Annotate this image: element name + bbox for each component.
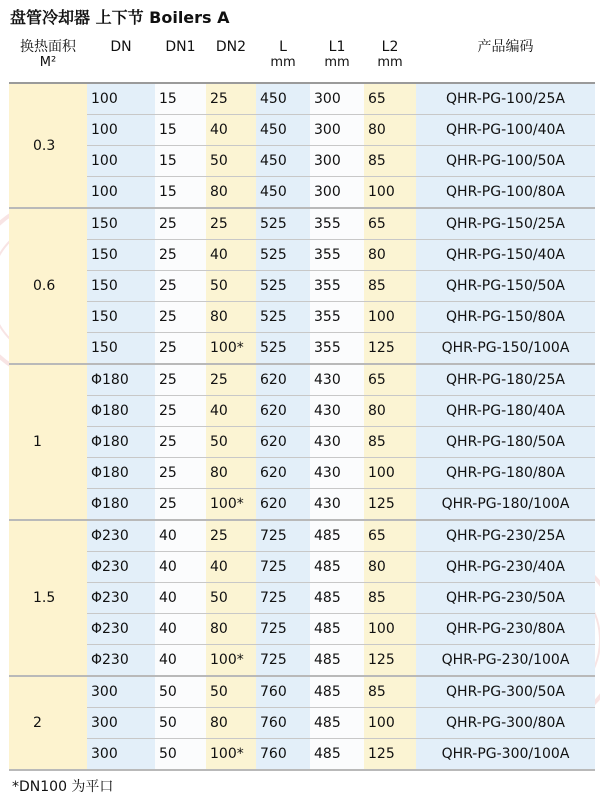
table-row: [9, 333, 595, 365]
cell-l1: 300: [310, 83, 364, 115]
cell-l: 725: [256, 520, 310, 552]
cell-l: 450: [256, 146, 310, 177]
cell-l: 725: [256, 583, 310, 614]
cell-l2: 100: [364, 614, 416, 645]
cell-l: 760: [256, 739, 310, 770]
header-row: [9, 34, 595, 83]
cell-product-code: QHR-PG-230/50A: [416, 583, 595, 614]
cell-dn2: 80: [206, 302, 256, 333]
cell-product-code: QHR-PG-180/50A: [416, 427, 595, 458]
cell-dn: Φ180: [87, 396, 155, 427]
cell-l: 450: [256, 115, 310, 146]
cell-dn1: 15: [155, 83, 206, 115]
cell-l: 760: [256, 676, 310, 708]
cell-dn2: 80: [206, 708, 256, 739]
cell-dn1: 25: [155, 302, 206, 333]
cell-dn: Φ230: [87, 520, 155, 552]
area-cell: 1.5: [9, 520, 87, 676]
cell-l: 620: [256, 489, 310, 521]
cell-dn2: 80: [206, 614, 256, 645]
cell-dn: 150: [87, 302, 155, 333]
cell-l1: 485: [310, 614, 364, 645]
cell-l2: 85: [364, 583, 416, 614]
table-row: [9, 146, 595, 177]
cell-l2: 80: [364, 115, 416, 146]
table-row: [9, 645, 595, 677]
area-cell: 0.6: [9, 208, 87, 364]
cell-dn1: 25: [155, 364, 206, 396]
cell-l2: 65: [364, 83, 416, 115]
cell-dn1: 50: [155, 708, 206, 739]
cell-l: 525: [256, 302, 310, 333]
header-l2: L2 mm: [364, 34, 416, 83]
cell-l: 620: [256, 396, 310, 427]
area-cell: 0.3: [9, 83, 87, 208]
cell-dn: 300: [87, 676, 155, 708]
cell-dn: 300: [87, 708, 155, 739]
cell-dn1: 25: [155, 489, 206, 521]
cell-dn1: 40: [155, 583, 206, 614]
cell-l: 525: [256, 333, 310, 365]
table-row: [9, 458, 595, 489]
cell-l1: 485: [310, 676, 364, 708]
cell-l2: 125: [364, 333, 416, 365]
cell-dn: Φ180: [87, 427, 155, 458]
cell-dn: 100: [87, 115, 155, 146]
cell-l: 450: [256, 83, 310, 115]
cell-product-code: QHR-PG-100/50A: [416, 146, 595, 177]
cell-l2: 65: [364, 520, 416, 552]
cell-product-code: QHR-PG-230/80A: [416, 614, 595, 645]
cell-l1: 300: [310, 177, 364, 209]
cell-dn2: 80: [206, 458, 256, 489]
cell-dn1: 25: [155, 271, 206, 302]
cell-l2: 125: [364, 489, 416, 521]
cell-l2: 125: [364, 645, 416, 677]
cell-dn: 150: [87, 333, 155, 365]
table-row: [9, 177, 595, 209]
cell-l: 525: [256, 271, 310, 302]
table-row: [9, 364, 595, 396]
cell-dn: Φ230: [87, 552, 155, 583]
cell-product-code: QHR-PG-180/40A: [416, 396, 595, 427]
cell-dn2: 40: [206, 240, 256, 271]
cell-dn1: 15: [155, 146, 206, 177]
cell-dn1: 40: [155, 645, 206, 677]
table-row: [9, 583, 595, 614]
cell-l2: 100: [364, 458, 416, 489]
cell-l: 525: [256, 208, 310, 240]
cell-l1: 430: [310, 427, 364, 458]
table-row: [9, 614, 595, 645]
cell-dn2: 25: [206, 364, 256, 396]
table-bottom-rule: [9, 769, 595, 771]
cell-dn: Φ230: [87, 583, 155, 614]
cell-l2: 80: [364, 396, 416, 427]
cell-dn: 100: [87, 146, 155, 177]
cell-l1: 485: [310, 645, 364, 677]
header-product-code: 产品编码: [416, 34, 595, 83]
cell-dn1: 40: [155, 614, 206, 645]
table-row: [9, 520, 595, 552]
table-row: [9, 271, 595, 302]
cell-product-code: QHR-PG-300/50A: [416, 676, 595, 708]
cell-dn2: 100*: [206, 739, 256, 770]
cell-dn1: 25: [155, 458, 206, 489]
cell-l: 760: [256, 708, 310, 739]
cell-l: 725: [256, 552, 310, 583]
cell-dn2: 80: [206, 177, 256, 209]
cell-dn2: 25: [206, 208, 256, 240]
cell-dn1: 25: [155, 333, 206, 365]
cell-dn: 300: [87, 739, 155, 770]
cell-l1: 485: [310, 739, 364, 770]
cell-l: 620: [256, 458, 310, 489]
cell-dn1: 25: [155, 208, 206, 240]
table-row: [9, 396, 595, 427]
cell-dn: 150: [87, 271, 155, 302]
cell-product-code: QHR-PG-150/40A: [416, 240, 595, 271]
header-l1: L1 mm: [310, 34, 364, 83]
cell-l2: 85: [364, 146, 416, 177]
cell-product-code: QHR-PG-230/40A: [416, 552, 595, 583]
cell-l: 450: [256, 177, 310, 209]
cell-dn1: 15: [155, 115, 206, 146]
cell-dn2: 100*: [206, 489, 256, 521]
cell-l2: 100: [364, 177, 416, 209]
cell-l: 620: [256, 364, 310, 396]
cell-product-code: QHR-PG-180/80A: [416, 458, 595, 489]
cell-dn: Φ230: [87, 645, 155, 677]
cell-dn1: 50: [155, 676, 206, 708]
cell-l1: 430: [310, 458, 364, 489]
header-dn1: DN1: [155, 34, 206, 83]
cell-l: 525: [256, 240, 310, 271]
cell-l1: 430: [310, 364, 364, 396]
page-title: 盘管冷却器 上下节 Boilers A: [10, 8, 230, 27]
cell-l1: 355: [310, 302, 364, 333]
cell-l1: 485: [310, 520, 364, 552]
cell-product-code: QHR-PG-100/80A: [416, 177, 595, 209]
cell-dn2: 50: [206, 583, 256, 614]
cell-l2: 125: [364, 739, 416, 770]
table-row: [9, 83, 595, 115]
cell-product-code: QHR-PG-230/100A: [416, 645, 595, 677]
header-l: L mm: [256, 34, 310, 83]
cell-l2: 100: [364, 708, 416, 739]
cell-l1: 355: [310, 333, 364, 365]
area-cell: 1: [9, 364, 87, 520]
header-dn2: DN2: [206, 34, 256, 83]
cell-product-code: QHR-PG-300/80A: [416, 708, 595, 739]
cell-l2: 85: [364, 427, 416, 458]
cell-dn: 150: [87, 208, 155, 240]
header-dn: DN: [87, 34, 155, 83]
cell-dn1: 40: [155, 520, 206, 552]
table-row: [9, 739, 595, 770]
cell-l2: 85: [364, 676, 416, 708]
cell-dn2: 100*: [206, 333, 256, 365]
table-row: [9, 489, 595, 521]
table-row: [9, 302, 595, 333]
cell-l1: 300: [310, 115, 364, 146]
cell-l2: 80: [364, 552, 416, 583]
cell-product-code: QHR-PG-100/40A: [416, 115, 595, 146]
cell-l1: 355: [310, 271, 364, 302]
cell-dn1: 50: [155, 739, 206, 770]
cell-l2: 80: [364, 240, 416, 271]
cell-l1: 355: [310, 240, 364, 271]
cell-dn: Φ180: [87, 458, 155, 489]
cell-dn1: 25: [155, 240, 206, 271]
cell-product-code: QHR-PG-100/25A: [416, 83, 595, 115]
table-row: [9, 708, 595, 739]
cell-product-code: QHR-PG-150/100A: [416, 333, 595, 365]
cell-dn1: 15: [155, 177, 206, 209]
cell-l: 725: [256, 645, 310, 677]
cell-dn2: 50: [206, 676, 256, 708]
cell-l2: 65: [364, 208, 416, 240]
cell-l2: 85: [364, 271, 416, 302]
cell-dn1: 25: [155, 427, 206, 458]
cell-l1: 355: [310, 208, 364, 240]
cell-product-code: QHR-PG-180/25A: [416, 364, 595, 396]
cell-l: 620: [256, 427, 310, 458]
cell-l: 725: [256, 614, 310, 645]
cell-l1: 430: [310, 396, 364, 427]
cell-dn2: 40: [206, 396, 256, 427]
cell-dn: Φ230: [87, 614, 155, 645]
spec-table: [9, 34, 595, 769]
cell-dn1: 40: [155, 552, 206, 583]
cell-dn2: 40: [206, 552, 256, 583]
cell-l1: 430: [310, 489, 364, 521]
cell-l1: 300: [310, 146, 364, 177]
cell-dn: Φ180: [87, 489, 155, 521]
cell-dn: 150: [87, 240, 155, 271]
cell-dn: 100: [87, 177, 155, 209]
table-body: [9, 83, 595, 769]
cell-product-code: QHR-PG-150/80A: [416, 302, 595, 333]
cell-dn2: 40: [206, 115, 256, 146]
cell-product-code: QHR-PG-150/50A: [416, 271, 595, 302]
table-row: [9, 427, 595, 458]
cell-l2: 100: [364, 302, 416, 333]
cell-product-code: QHR-PG-230/25A: [416, 520, 595, 552]
cell-l1: 485: [310, 552, 364, 583]
table-row: [9, 240, 595, 271]
cell-dn1: 25: [155, 396, 206, 427]
cell-l2: 65: [364, 364, 416, 396]
cell-dn2: 25: [206, 520, 256, 552]
table-row: [9, 115, 595, 146]
cell-product-code: QHR-PG-150/25A: [416, 208, 595, 240]
cell-dn2: 50: [206, 427, 256, 458]
area-cell: 2: [9, 676, 87, 769]
footnote: *DN100 为平口: [12, 779, 114, 795]
table-row: [9, 676, 595, 708]
header-area: 换热面积 M²: [9, 34, 87, 83]
table-row: [9, 552, 595, 583]
cell-dn2: 25: [206, 83, 256, 115]
cell-dn2: 100*: [206, 645, 256, 677]
cell-dn2: 50: [206, 271, 256, 302]
table-row: [9, 208, 595, 240]
cell-product-code: QHR-PG-300/100A: [416, 739, 595, 770]
cell-dn2: 50: [206, 146, 256, 177]
cell-l1: 485: [310, 583, 364, 614]
cell-l1: 485: [310, 708, 364, 739]
cell-product-code: QHR-PG-180/100A: [416, 489, 595, 521]
cell-dn: 100: [87, 83, 155, 115]
cell-dn: Φ180: [87, 364, 155, 396]
